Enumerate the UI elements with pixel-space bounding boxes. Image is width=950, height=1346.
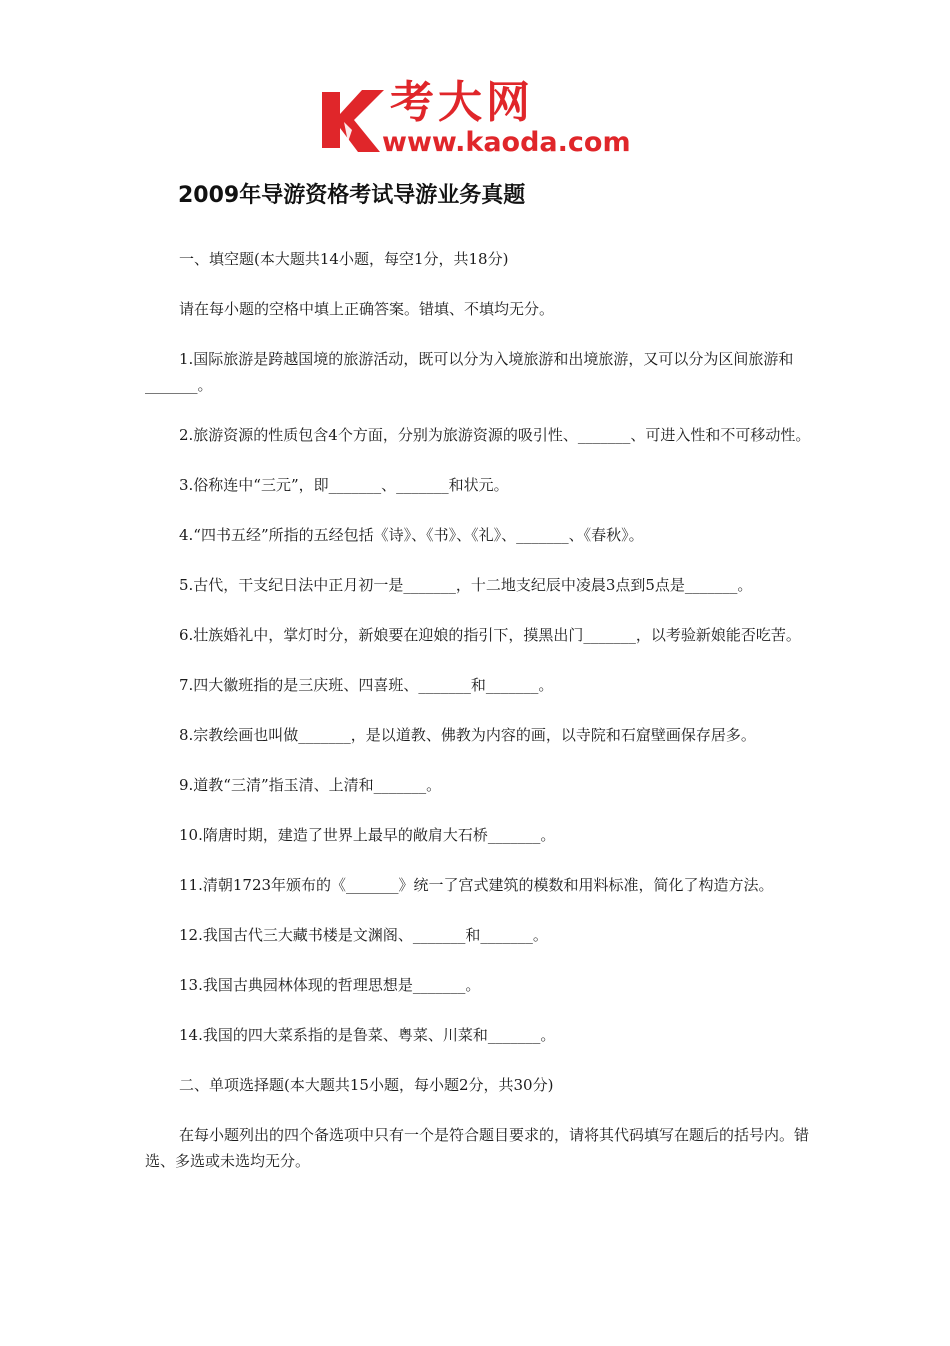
document-body [145, 246, 817, 1198]
logo-chinese-name: 考大网 [390, 77, 534, 128]
question-3: 3.俗称连中“三元”，即_______、_______和状元。 [179, 476, 509, 494]
document-title: 2009年导游资格考试导游业务真题 [178, 183, 526, 208]
question-11: 11.清朝1723年颁布的《_______》统一了宫式建筑的模数和用料标准，简化了构造方法。 [179, 876, 774, 894]
question-2: 2.旅游资源的性质包含4个方面，分别为旅游资源的吸引性、_______、可进入性和不可移动性。 [179, 426, 811, 444]
question-13: 13.我国古典园林体现的哲理思想是_______。 [179, 976, 481, 994]
question-8: 8.宗教绘画也叫做_______，是以道教、佛教为内容的画，以寺院和石窟壁画保存居多。 [179, 726, 756, 744]
question-10: 10.隋唐时期，建造了世界上最早的敞肩大石桥_______。 [179, 826, 556, 844]
instructions-fill-blank: 请在每小题的空格中填上正确答案。错填、不填均无分。 [179, 300, 555, 318]
instructions-single-choice: 在每小题列出的四个备选项中只有一个是符合题目要求的，请将其代码填写在题后的括号内。错选、多选或未选均无分。 [145, 1126, 810, 1170]
question-4: 4.“四书五经”所指的五经包括《诗》、《书》、《礼》、_______、《春秋》。 [179, 526, 644, 544]
section-heading-fill-blank: 一、填空题(本大题共14小题，每空1分，共18分) [179, 250, 509, 268]
question-1: 1.国际旅游是跨越国境的旅游活动，既可以分为入境旅游和出境旅游，又可以分为区间旅游和_______。 [145, 350, 794, 394]
section-heading-single-choice: 二、单项选择题(本大题共15小题，每小题2分，共30分) [179, 1076, 554, 1094]
question-14: 14.我国的四大菜系指的是鲁菜、粤菜、川菜和_______。 [179, 1026, 556, 1044]
question-6: 6.壮族婚礼中，掌灯时分，新娘要在迎娘的指引下，摸黑出门_______，以考验新娘能否吃苦。 [179, 626, 801, 644]
kaoda-logo [318, 77, 638, 160]
question-9: 9.道教“三清”指玉清、上清和_______。 [179, 776, 442, 794]
question-12: 12.我国古代三大藏书楼是文渊阁、_______和_______。 [179, 926, 548, 944]
logo-url-text: www.kaoda.com [382, 127, 631, 158]
question-7: 7.四大徽班指的是三庆班、四喜班、_______和_______。 [179, 676, 554, 694]
question-5: 5.古代，干支纪日法中正月初一是_______，十二地支纪辰中凌晨3点到5点是_______。 [179, 576, 753, 594]
